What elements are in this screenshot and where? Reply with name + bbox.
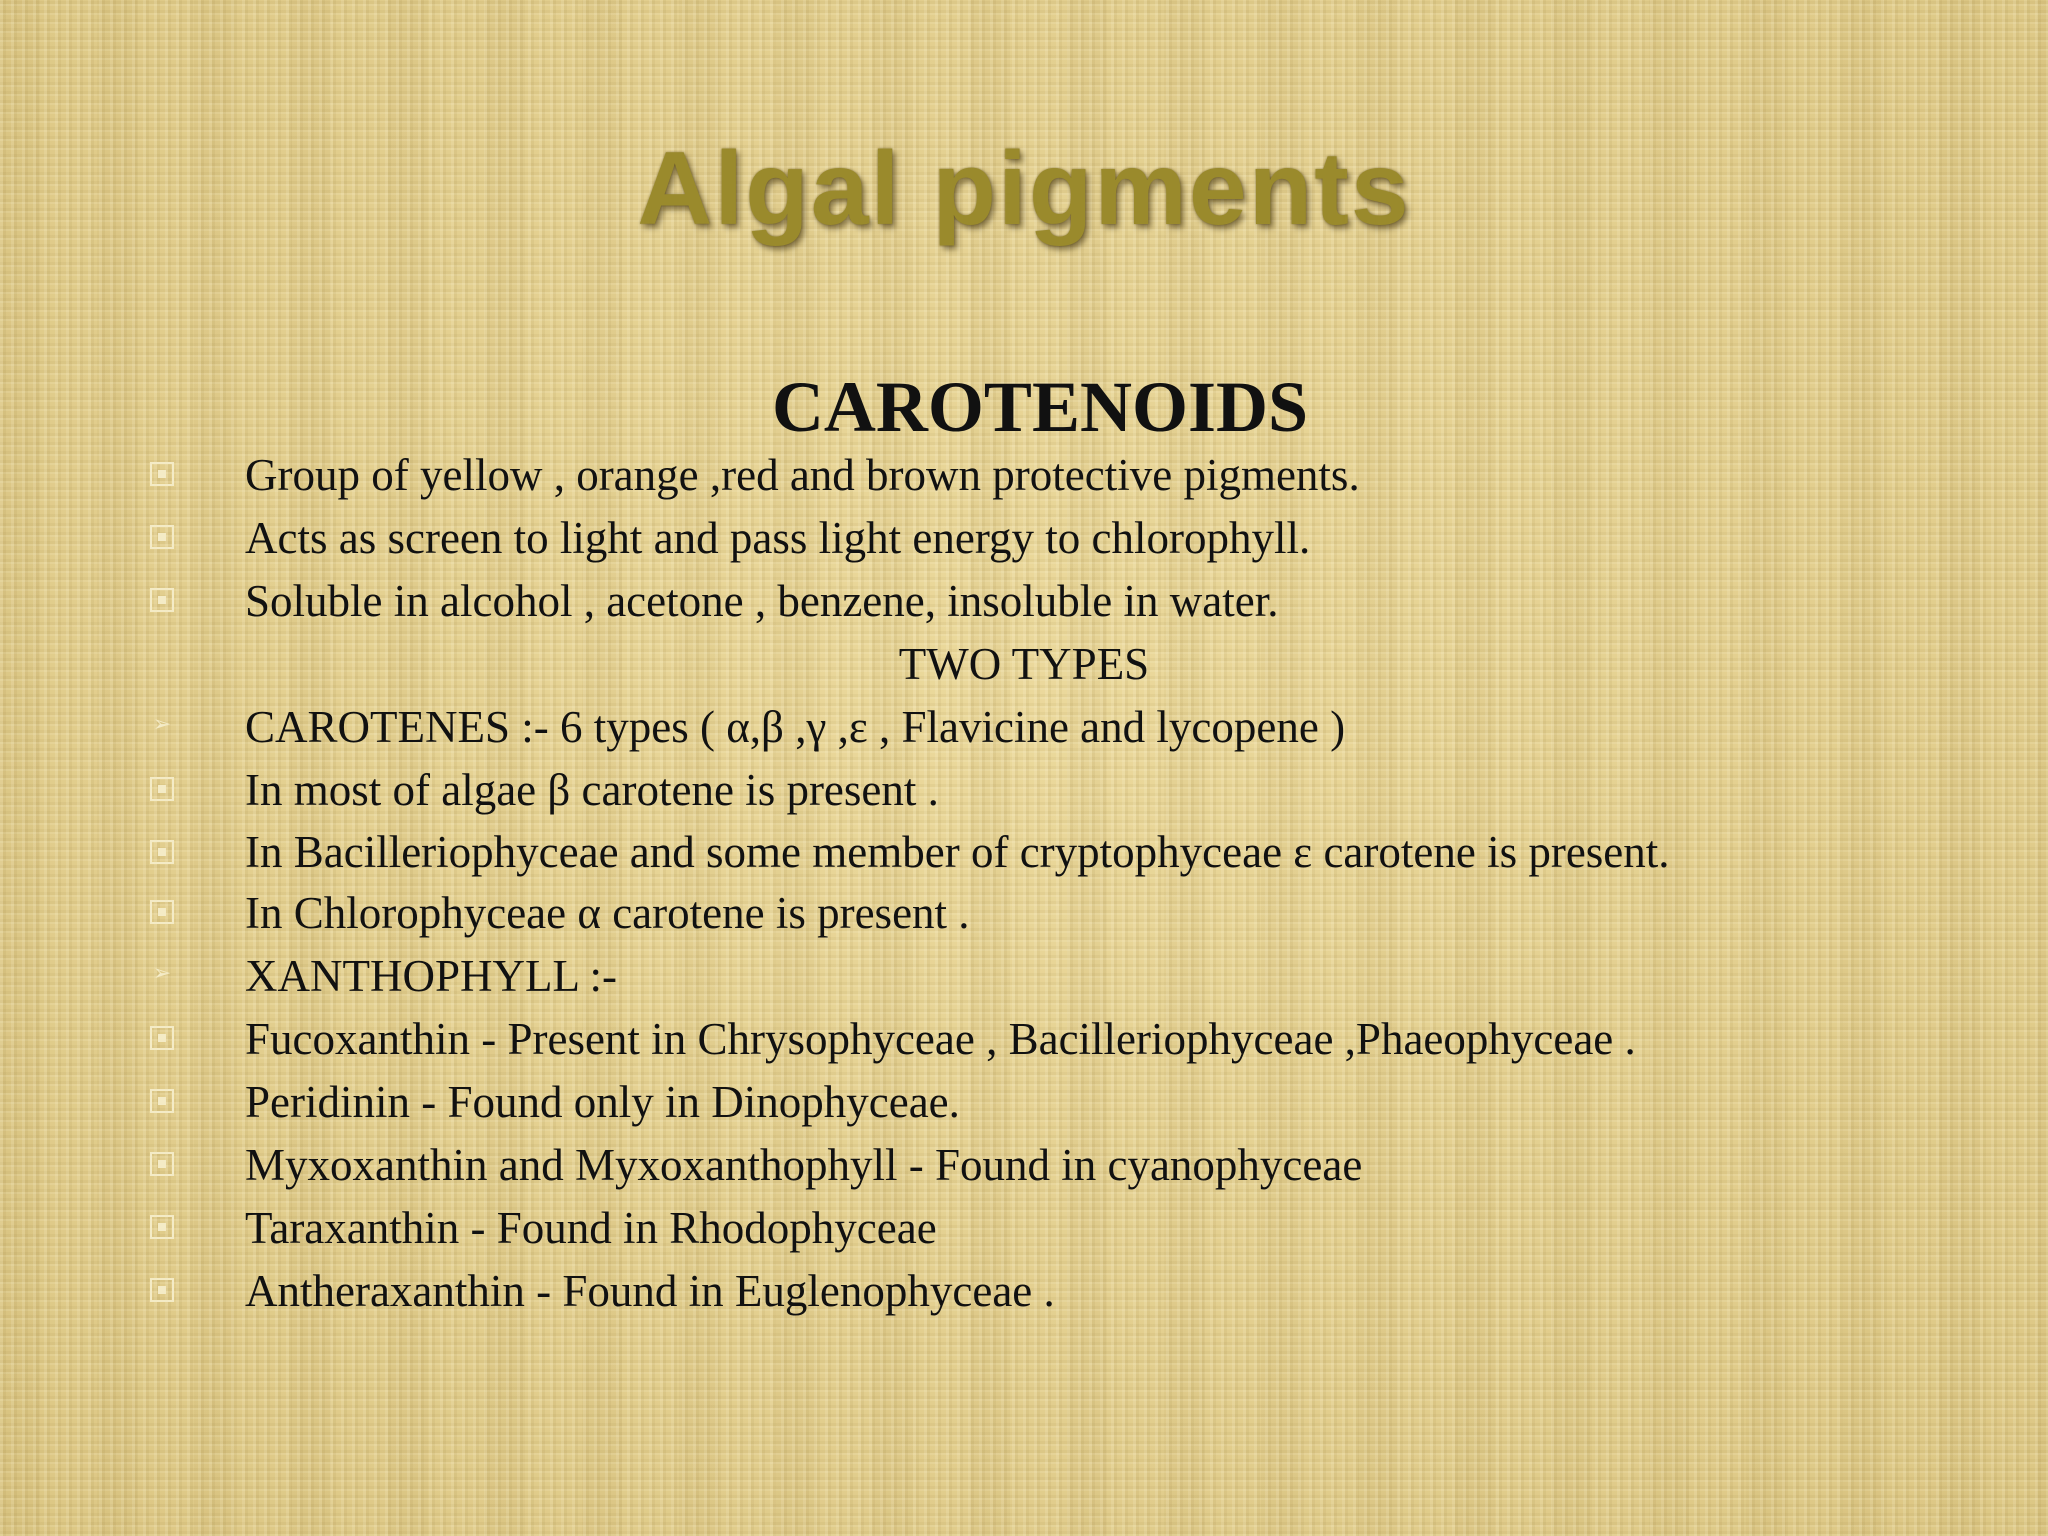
list-item-text: In Bacilleriophyceae and some member of cryptophyceae ε carotene is present. xyxy=(245,827,1670,877)
list-item-text: Antheraxanthin - Found in Euglenophyceae . xyxy=(245,1266,1055,1316)
list-item xyxy=(150,1201,2010,1256)
list-item-text: XANTHOPHYLL :- xyxy=(245,951,618,1001)
square-bullet-icon xyxy=(150,900,174,924)
bullet-list xyxy=(150,448,2010,1327)
list-item xyxy=(150,949,2010,1004)
arrow-bullet-icon: ➢ xyxy=(152,960,172,986)
list-item-text: Soluble in alcohol , acetone , benzene, insoluble in water. xyxy=(245,576,1279,626)
list-item-text: Group of yellow , orange ,red and brown protective pigments. xyxy=(245,450,1360,500)
list-item xyxy=(150,826,2010,878)
list-item xyxy=(150,448,2010,503)
square-bullet-icon xyxy=(150,1026,174,1050)
list-item xyxy=(150,700,2010,755)
section-heading: CAROTENOIDS xyxy=(771,367,1309,447)
list-item-text: In Chlorophyceae α carotene is present . xyxy=(245,888,970,938)
list-item-text: Fucoxanthin - Present in Chrysophyceae , Bacilleriophyceae ,Phaeophyceae . xyxy=(245,1014,1636,1064)
list-item-text: Myxoxanthin and Myxoxanthophyll - Found in cyanophyceae xyxy=(245,1140,1363,1190)
square-bullet-icon xyxy=(150,777,174,801)
square-bullet-icon xyxy=(150,1215,174,1239)
list-item xyxy=(150,763,2010,818)
slide-title: Algal pigments xyxy=(637,131,1411,247)
list-item xyxy=(150,1264,2010,1319)
list-item-text: Acts as screen to light and pass light energy to chlorophyll. xyxy=(245,513,1311,563)
square-bullet-icon xyxy=(150,462,174,486)
list-item-text: Peridinin - Found only in Dinophyceae. xyxy=(245,1077,960,1127)
square-bullet-icon xyxy=(150,588,174,612)
list-item xyxy=(150,511,2010,566)
list-item xyxy=(150,574,2010,629)
arrow-bullet-icon: ➢ xyxy=(152,711,172,737)
square-bullet-icon xyxy=(150,1278,174,1302)
square-bullet-icon xyxy=(150,840,174,864)
list-item xyxy=(150,1138,2010,1193)
types-heading: TWO TYPES xyxy=(898,639,1150,689)
list-item xyxy=(150,886,2010,941)
list-item xyxy=(150,1012,2010,1067)
square-bullet-icon xyxy=(150,1152,174,1176)
list-item xyxy=(150,1075,2010,1130)
square-bullet-icon xyxy=(150,1089,174,1113)
list-item-text: In most of algae β carotene is present . xyxy=(245,765,939,815)
list-item-text: CAROTENES :- 6 types ( α,β ,γ ,ε , Flavicine and lycopene ) xyxy=(245,702,1346,752)
list-item-text: Taraxanthin - Found in Rhodophyceae xyxy=(245,1203,937,1253)
square-bullet-icon xyxy=(150,525,174,549)
